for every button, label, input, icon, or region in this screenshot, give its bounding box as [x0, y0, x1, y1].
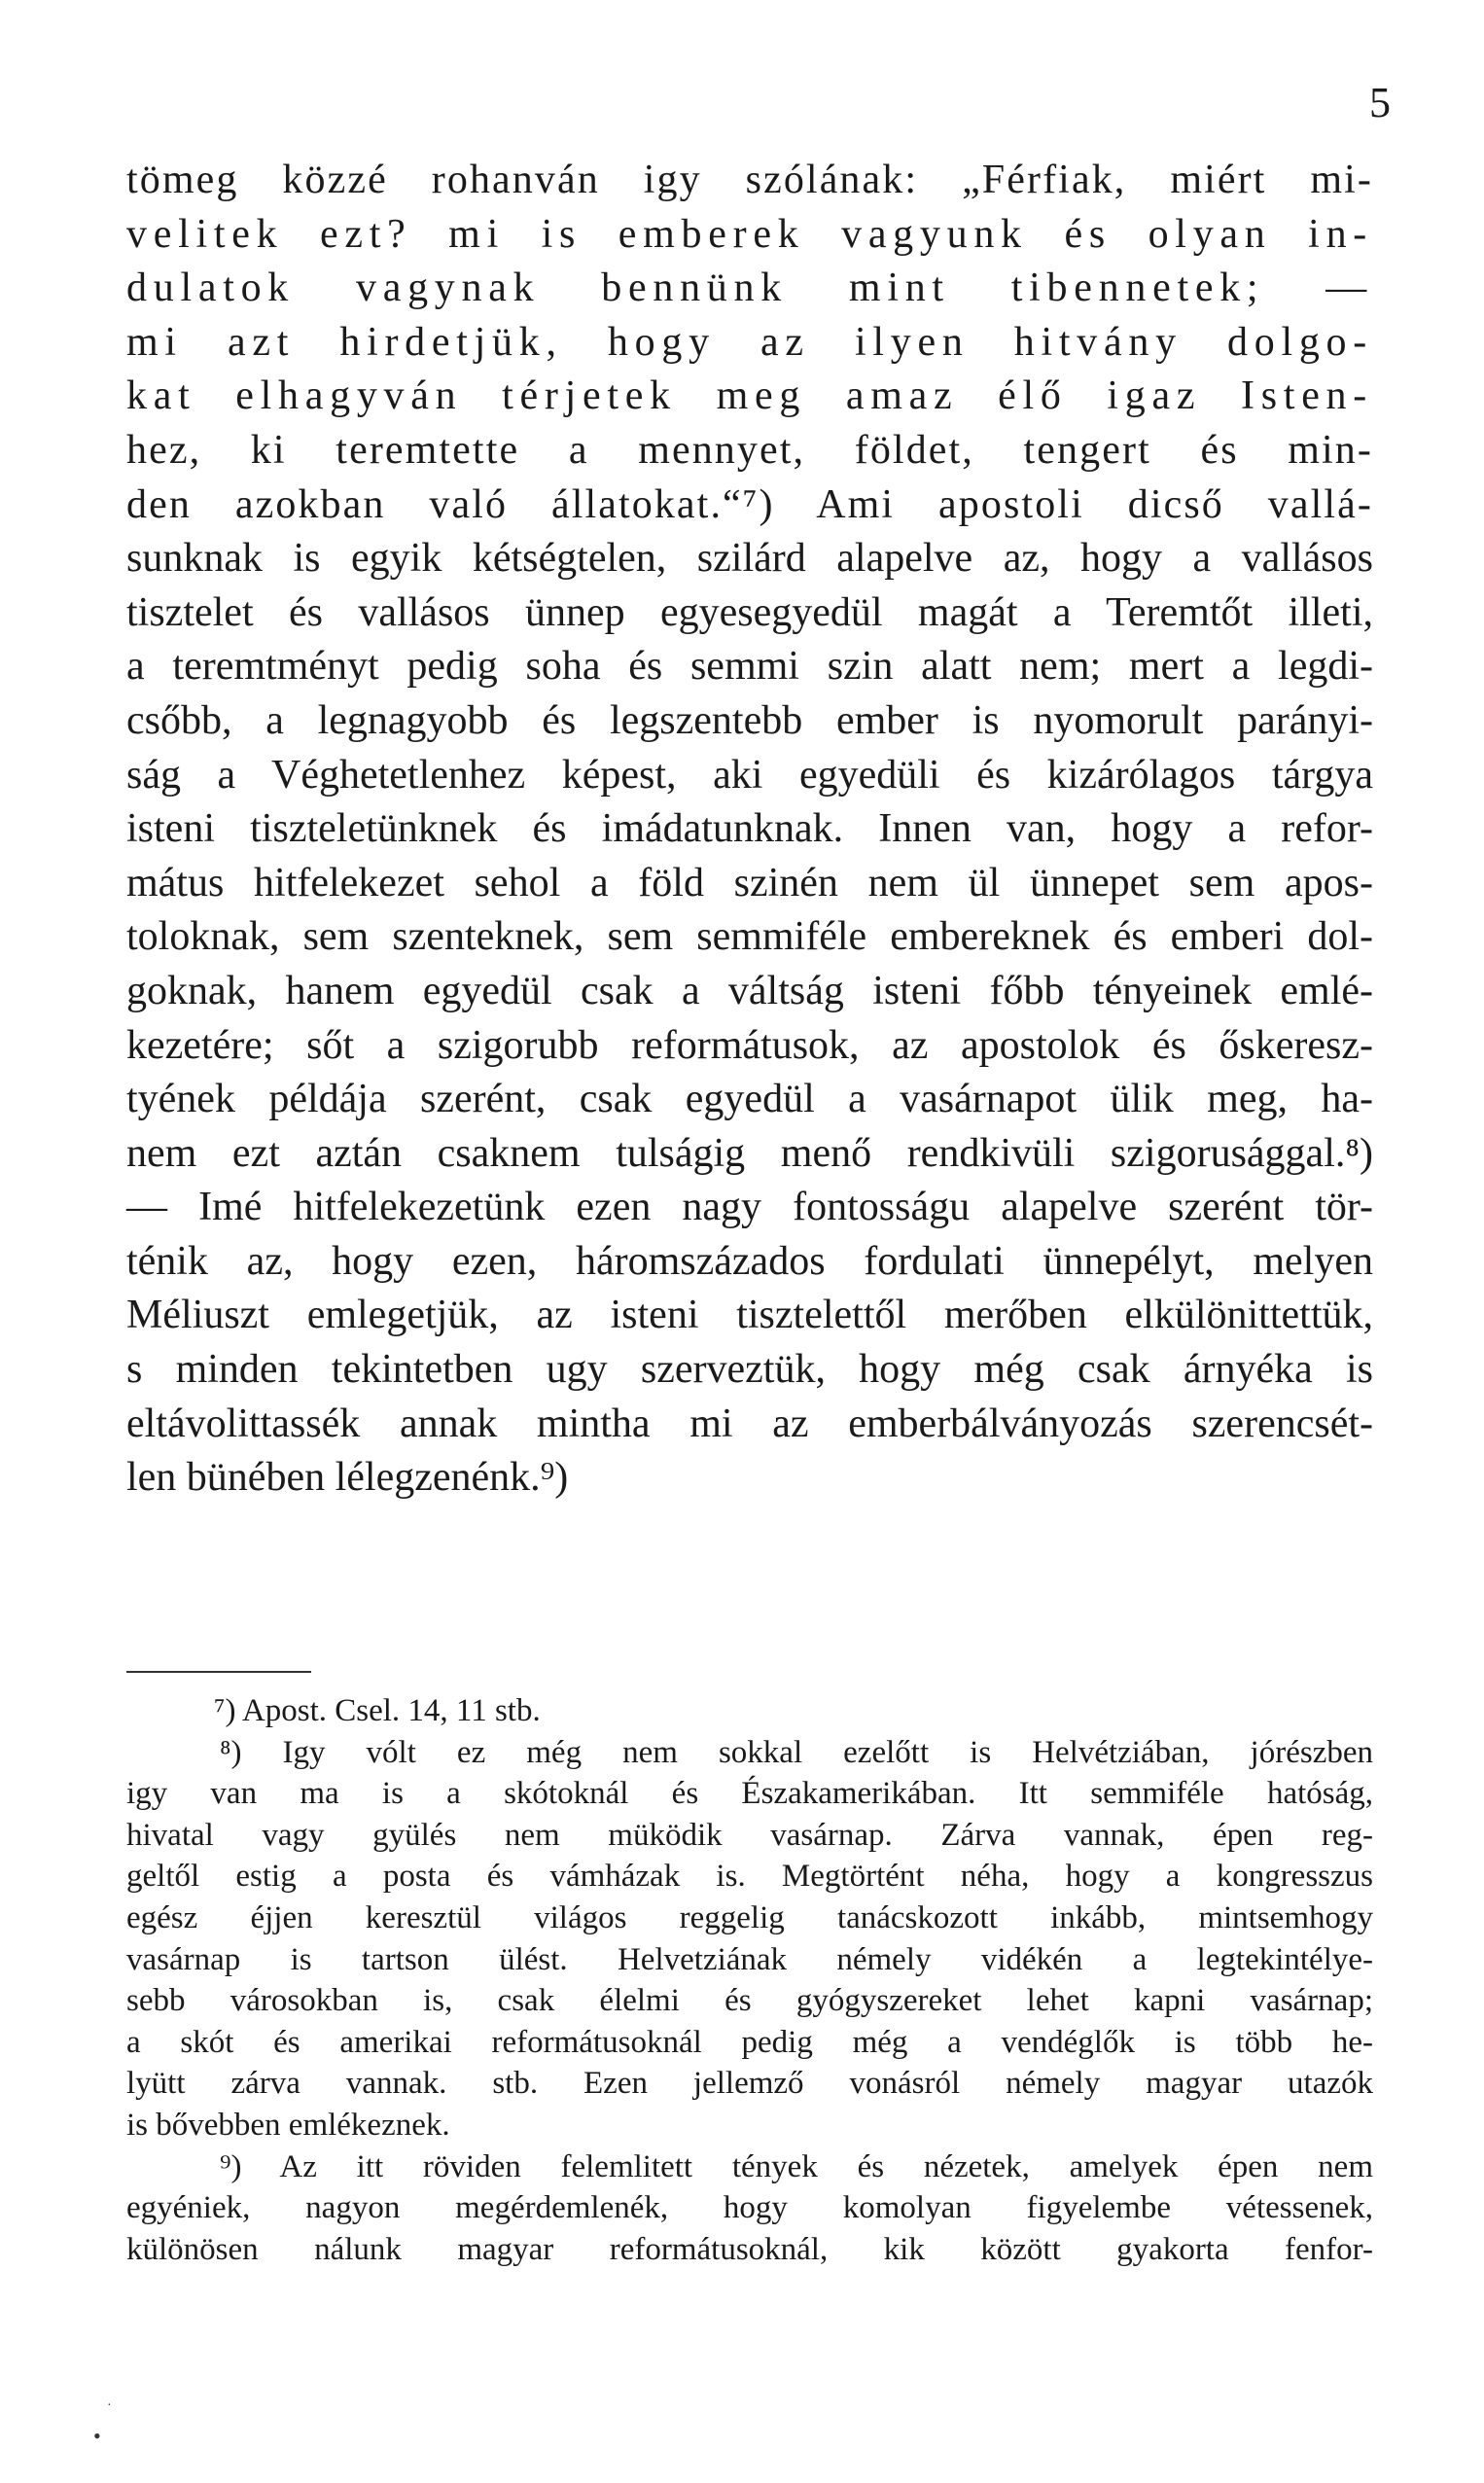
- paper-speck: ·: [107, 2398, 112, 2413]
- page-number: 5: [1369, 79, 1391, 126]
- text-line: kezetére; sőt a szigorubb reformátusok, az apostolok és őskeresz-: [126, 1022, 1373, 1068]
- footnote-line: sebb városokban is, csak élelmi és gyógyszereket lehet kapni vasárnap;: [126, 1983, 1373, 2019]
- footnote-line: vasárnap is tartson ülést. Helvetziának némely vidékén a legtekintélye-: [126, 1941, 1373, 1977]
- footnote-line: egyéniek, nagyon megérdemlenék, hogy komolyan figyelembe vétessenek,: [126, 2190, 1373, 2226]
- footnote-line: geltől estig a posta és vámházak is. Megtörtént néha, hogy a kongresszus: [126, 1859, 1373, 1895]
- text-line: isteni tiszteletünknek és imádatunknak. Innen van, hogy a refor-: [126, 806, 1373, 852]
- footnote-line: is bővebben emlékeznek.: [126, 2107, 450, 2143]
- text-line: kat elhagyván térjetek meg amaz élő igaz Isten-: [126, 373, 1373, 419]
- text-line: sunknak is egyik kétségtelen, szilárd alapelve az, hogy a vallásos: [126, 536, 1373, 582]
- text-line: dulatok vagynak bennünk mint tibennetek; —: [126, 266, 1373, 311]
- text-line: tömeg közzé rohanván igy szólának: „Férfiak, miért mi-: [126, 158, 1373, 202]
- text-line: csőbb, a legnagyobb és legszentebb ember is nyomorult parányi-: [126, 697, 1373, 743]
- footnote-line: hivatal vagy gyülés nem müködik vasárnap. Zárva vannak, épen reg-: [126, 1817, 1373, 1853]
- text-line: tyének példája szerént, csak egyedül a vasárnapot ülik meg, ha-: [126, 1077, 1373, 1122]
- footnote-line: ⁸) Igy vólt ez még nem sokkal ezelőtt is Helvétziában, jórészben: [220, 1734, 1373, 1770]
- footnote-line: ⁹) Az itt röviden felemlitett tények és nézetek, amelyek épen nem: [220, 2148, 1373, 2184]
- paper-speck: •: [93, 2424, 101, 2448]
- text-line: s minden tekintetben ugy szerveztük, hogy még csak árnyéka is: [126, 1347, 1373, 1393]
- text-line: eltávolittassék annak mintha mi az emberbálványozás szerencsét-: [126, 1401, 1373, 1446]
- main-text-block: [126, 154, 1373, 1506]
- footnote-line: a skót és amerikai reformátusoknál pedig még a vendéglők is több he-: [126, 2024, 1373, 2060]
- text-line: mátus hitfelekezet sehol a föld szinén nem ül ünnepet sem apos-: [126, 860, 1373, 905]
- footnote-line: igy van ma is a skótoknál és Északamerikában. Itt semmiféle hatóság,: [126, 1776, 1373, 1812]
- text-line: velitek ezt? mi is emberek vagyunk és olyan in-: [126, 211, 1373, 257]
- text-line: ság a Véghetetlenhez képest, aki egyedüli és kizárólagos tárgya: [126, 752, 1373, 798]
- footnotes-block: [126, 1690, 1373, 2270]
- text-line: ténik az, hogy ezen, háromszázados fordulati ünnepélyt, melyen: [126, 1238, 1373, 1284]
- footnote-line: különösen nálunk magyar reformátusoknál, kik között gyakorta fenfor-: [126, 2231, 1373, 2267]
- text-line: len bünében lélegzenénk.⁹): [126, 1455, 569, 1501]
- text-line: den azokban való állatokat.“⁷) Ami apostoli dicső vallá-: [126, 481, 1373, 527]
- text-line: mi azt hirdetjük, hogy az ilyen hitvány dolgo-: [126, 319, 1373, 365]
- text-line: — Imé hitfelekezetünk ezen nagy fontosságu alapelve szerént tör-: [126, 1185, 1373, 1230]
- footnote-line: egész éjjen keresztül világos reggelig tanácskozott inkább, mintsemhogy: [126, 1899, 1373, 1935]
- text-line: tisztelet és vallásos ünnep egyesegyedül magát a Teremtőt illeti,: [126, 589, 1373, 635]
- footnote-line: lyütt zárva vannak. stb. Ezen jellemző vonásról némely magyar utazók: [126, 2066, 1373, 2102]
- text-line: Méliuszt emlegetjük, az isteni tisztelettől merőben elkülönittettük,: [126, 1293, 1373, 1338]
- text-line: hez, ki teremtette a mennyet, földet, tengert és min-: [126, 427, 1373, 473]
- text-line: nem ezt aztán csaknem tulságig menő rendkivüli szigorusággal.⁸): [126, 1130, 1373, 1176]
- text-line: a teremtményt pedig soha és semmi szin alatt nem; mert a legdi-: [126, 644, 1373, 690]
- text-line: toloknak, sem szenteknek, sem semmiféle embereknek és emberi dol-: [126, 914, 1373, 960]
- text-line: goknak, hanem egyedül csak a váltság isteni főbb tényeinek emlé-: [126, 968, 1373, 1013]
- footnote-line: ⁷) Apost. Csel. 14, 11 stb.: [214, 1693, 541, 1728]
- footnote-separator: [126, 1671, 311, 1673]
